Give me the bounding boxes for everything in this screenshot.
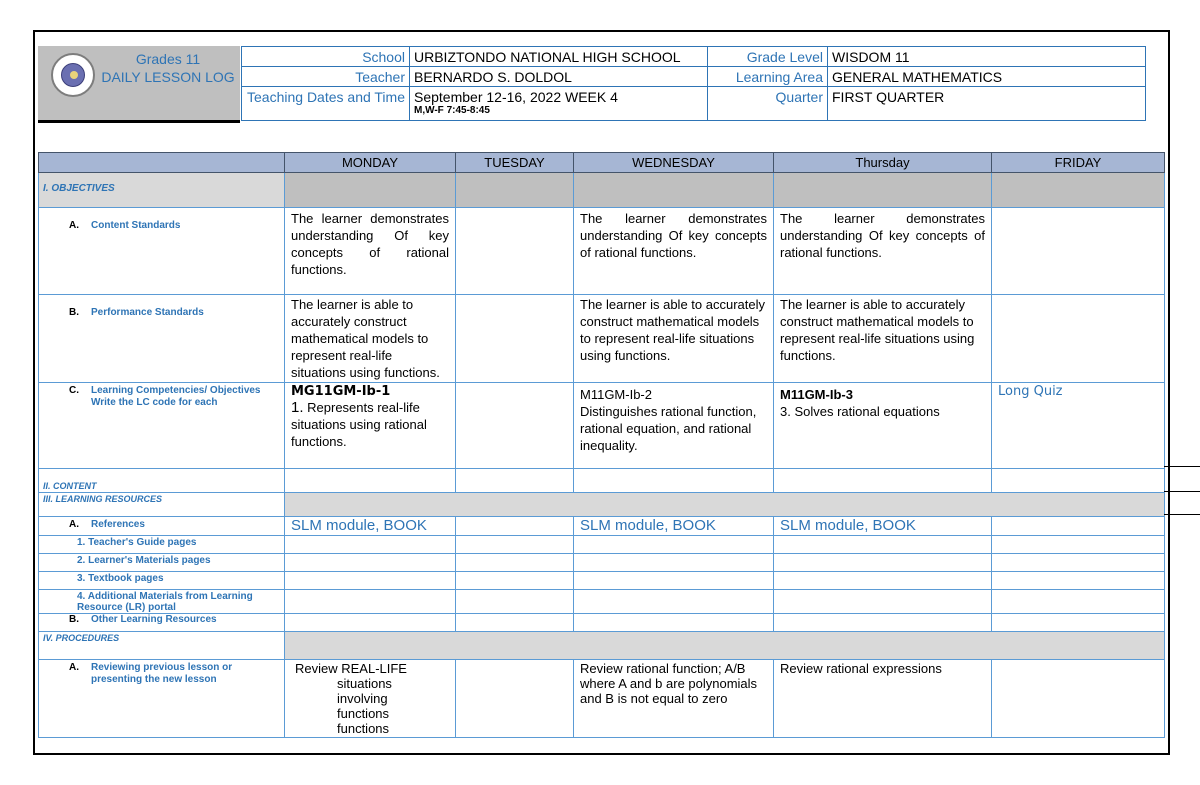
thursday-lc-code: M11GM-Ib-3 [780, 387, 853, 402]
reviewing-label [39, 660, 284, 686]
title [98, 50, 238, 86]
day-friday: FRIDAY [992, 153, 1165, 173]
resources-row [39, 493, 1165, 517]
monday-references: SLM module, BOOK [291, 517, 427, 534]
references-text: References [91, 519, 145, 530]
competencies-label [39, 383, 284, 409]
references-row [39, 517, 1165, 536]
reviewing-letter: A. [69, 662, 79, 673]
procedures-heading: IV. PROCEDURES [43, 633, 120, 643]
performance-standards-label [39, 295, 284, 318]
monday-lc-text: Represents real-life situations using rational functions. [291, 400, 427, 449]
learning-area-label: Learning Area [708, 67, 828, 87]
competencies-row [39, 383, 1165, 469]
thursday-lc-text: 3. Solves rational equations [780, 404, 940, 419]
performance-standards-row [39, 295, 1165, 383]
performance-standards-text: Performance Standards [91, 307, 204, 318]
monday-lc-code: MG11GM-Ib-1 [291, 384, 391, 399]
procedures-row [39, 632, 1165, 660]
edge-line [1164, 514, 1200, 515]
tb-pages-row [39, 572, 1165, 590]
monday-reviewing-line-3: involving [337, 691, 388, 706]
other-resources-row [39, 614, 1165, 632]
content-standards-row [39, 208, 1165, 295]
friday-competency: Long Quiz [998, 384, 1063, 399]
grade-level-value: WISDOM 11 [828, 47, 1146, 67]
lesson-table [38, 152, 1165, 738]
additional-materials-label: 4. Additional Materials from Learning Resource (LR) portal [77, 591, 253, 613]
wednesday-references: SLM module, BOOK [580, 517, 716, 534]
day-wednesday: WEDNESDAY [574, 153, 774, 173]
tg-pages-row [39, 536, 1165, 554]
content-heading: II. CONTENT [43, 481, 97, 491]
references-label [39, 517, 284, 530]
competencies-letter: C. [69, 385, 79, 396]
wednesday-competency [574, 383, 773, 457]
thursday-competency [774, 383, 991, 423]
wednesday-performance-standard: The learner is able to accurately construct mathematical models to represent real-life situations using functions. [580, 297, 765, 363]
day-header-row [39, 153, 1165, 173]
content-standards-label [39, 208, 284, 231]
resources-heading: III. LEARNING RESOURCES [43, 494, 163, 504]
daily-lesson-log-label: DAILY LESSON LOG [101, 69, 235, 85]
other-resources-letter: B. [69, 614, 79, 625]
day-monday: MONDAY [285, 153, 456, 173]
tg-pages-label: 1. Teacher's Guide pages [77, 537, 197, 548]
wednesday-lc-code: M11GM-Ib-2 [580, 387, 652, 402]
references-letter: A. [69, 519, 79, 530]
monday-reviewing-line-1: Review REAL-LIFE [295, 661, 407, 676]
school-label: School [242, 47, 410, 67]
tb-pages-label: 3. Textbook pages [77, 573, 164, 584]
thursday-performance-standard: The learner is able to accurately construct mathematical models to represent real-life situations using functions. [780, 297, 975, 363]
thursday-content-standard: The learner demonstrates understanding Of key concepts of rational functions. [780, 211, 985, 260]
other-resources-label [39, 614, 284, 625]
lm-pages-row [39, 554, 1165, 572]
monday-competency [285, 383, 455, 451]
day-thursday: Thursday [774, 153, 992, 173]
dates-label: Teaching Dates and Time [242, 87, 410, 121]
day-tuesday: TUESDAY [456, 153, 574, 173]
content-standards-letter: A. [69, 220, 79, 231]
grade-level-label: Grade Level [708, 47, 828, 67]
teacher-label: Teacher [242, 67, 410, 87]
monday-reviewing-line-5: functions [337, 721, 390, 736]
title-block [38, 46, 240, 123]
objectives-heading: I. OBJECTIVES [43, 183, 115, 194]
dates-cell [410, 87, 708, 121]
header-info-table [241, 46, 1146, 121]
thursday-references: SLM module, BOOK [780, 517, 916, 534]
additional-materials-row [39, 590, 1165, 614]
monday-lc-number: 1. [291, 399, 304, 416]
quarter-label: Quarter [708, 87, 828, 121]
thursday-reviewing: Review rational expressions [780, 661, 942, 676]
performance-standards-letter: B. [69, 307, 79, 318]
school-value: URBIZTONDO NATIONAL HIGH SCHOOL [410, 47, 708, 67]
edge-line [1164, 491, 1200, 492]
quarter-value: FIRST QUARTER [828, 87, 1146, 121]
reviewing-text: Reviewing previous lesson or presenting the new lesson [91, 662, 233, 685]
lm-pages-label: 2. Learner's Materials pages [77, 555, 211, 566]
content-row [39, 469, 1165, 493]
objectives-row [39, 173, 1165, 208]
teacher-value: BERNARDO S. DOLDOL [410, 67, 708, 87]
reviewing-row [39, 660, 1165, 738]
monday-content-standard: The learner demonstrates understanding Of key concepts of rational functions. [291, 211, 449, 277]
dates-time: M,W-F 7:45-8:45 [414, 105, 490, 116]
deped-seal-icon [51, 53, 95, 97]
other-resources-text: Other Learning Resources [91, 614, 217, 625]
monday-reviewing-line-4: functions [337, 706, 390, 721]
edge-line [1164, 466, 1200, 467]
learning-area-value: GENERAL MATHEMATICS [828, 67, 1146, 87]
monday-reviewing [285, 660, 455, 736]
grades-label: Grades 11 [135, 51, 201, 67]
dates-value: September 12-16, 2022 WEEK 4 [414, 89, 618, 105]
wednesday-content-standard: The learner demonstrates understanding Of key concepts of rational functions. [580, 211, 767, 260]
wednesday-reviewing: Review rational function; A/B where A and b are polynomials and B is not equal to zero [580, 661, 758, 706]
wednesday-lc-text: Distinguishes rational function, rational equation, and rational inequality. [580, 404, 757, 453]
content-standards-text: Content Standards [91, 220, 181, 231]
monday-reviewing-line-2: situations [337, 676, 392, 691]
monday-performance-standard: The learner is able to accurately construct mathematical models to represent real-life situations using functions. [291, 297, 440, 380]
corner-cell [39, 153, 285, 173]
competencies-text: Learning Competencies/ Objectives Write the LC code for each [91, 385, 261, 408]
